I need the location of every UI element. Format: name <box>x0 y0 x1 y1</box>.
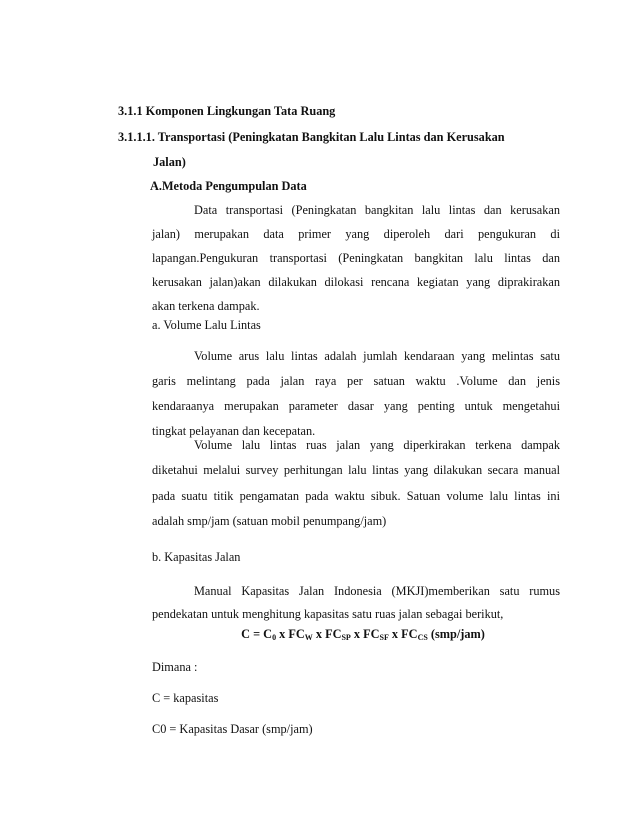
paragraph-1-line-2: jalan) merupakan data primer yang diperoleh dari pengukuran di <box>152 227 560 241</box>
subheading-volume: a. Volume Lalu Lintas <box>152 318 261 332</box>
paragraph-4-line-1: Manual Kapasitas Jalan Indonesia (MKJI)memberikan satu rumus <box>194 584 560 598</box>
subsection-heading-line-2: Jalan) <box>153 155 186 169</box>
method-title: A.Metoda Pengumpulan Data <box>150 179 307 193</box>
subsection-heading-line-1: 3.1.1.1. Transportasi (Peningkatan Bangkitan Lalu Lintas dan Kerusakan <box>118 130 505 144</box>
paragraph-2-line-3: kendaraanya merupakan parameter dasar yang penting untuk mengetahui <box>152 399 560 413</box>
section-heading: 3.1.1 Komponen Lingkungan Tata Ruang <box>118 104 336 118</box>
paragraph-3-line-2: diketahui melalui survey perhitungan lalu lintas yang dilakukan secara manual <box>152 463 560 477</box>
subheading-kapasitas: b. Kapasitas Jalan <box>152 550 241 564</box>
paragraph-1-line-4: kerusakan jalan)akan dilakukan dilokasi rencana kegiatan yang diprakirakan <box>152 275 560 289</box>
paragraph-1-line-3: lapangan.Pengukuran transportasi (Peningkatan bangkitan lalu lintas dan <box>152 251 560 265</box>
dimana-label: Dimana : <box>152 660 198 674</box>
paragraph-2-line-1: Volume arus lalu lintas adalah jumlah kendaraan yang melintas satu <box>194 349 560 363</box>
capacity-formula: $C = C_0$ x $FC_W$ x $FC_{SP}$ x $FC_{SF}$ x $FC_{CS}$ (smp/jam) <box>241 627 485 642</box>
paragraph-2-line-2: garis melintang pada jalan raya per satuan waktu .Volume dan jenis <box>152 374 560 388</box>
paragraph-1-line-5: akan terkena dampak. <box>152 299 260 313</box>
definition-c: C = kapasitas <box>152 691 219 705</box>
paragraph-1-line-1: Data transportasi (Peningkatan bangkitan lalu lintas dan kerusakan <box>194 203 560 217</box>
paragraph-3-line-4: adalah smp/jam (satuan mobil penumpang/jam) <box>152 514 387 528</box>
paragraph-3-line-1: Volume lalu lintas ruas jalan yang diperkirakan terkena dampak <box>194 438 560 452</box>
paragraph-4-line-2: pendekatan untuk menghitung kapasitas satu ruas jalan sebagai berikut, <box>152 607 504 621</box>
definition-c0: C0 = Kapasitas Dasar (smp/jam) <box>152 722 313 736</box>
paragraph-2-line-4: tingkat pelayanan dan kecepatan. <box>152 424 316 438</box>
paragraph-3-line-3: pada suatu titik pengamatan pada waktu sibuk. Satuan volume lalu lintas ini <box>152 489 560 503</box>
